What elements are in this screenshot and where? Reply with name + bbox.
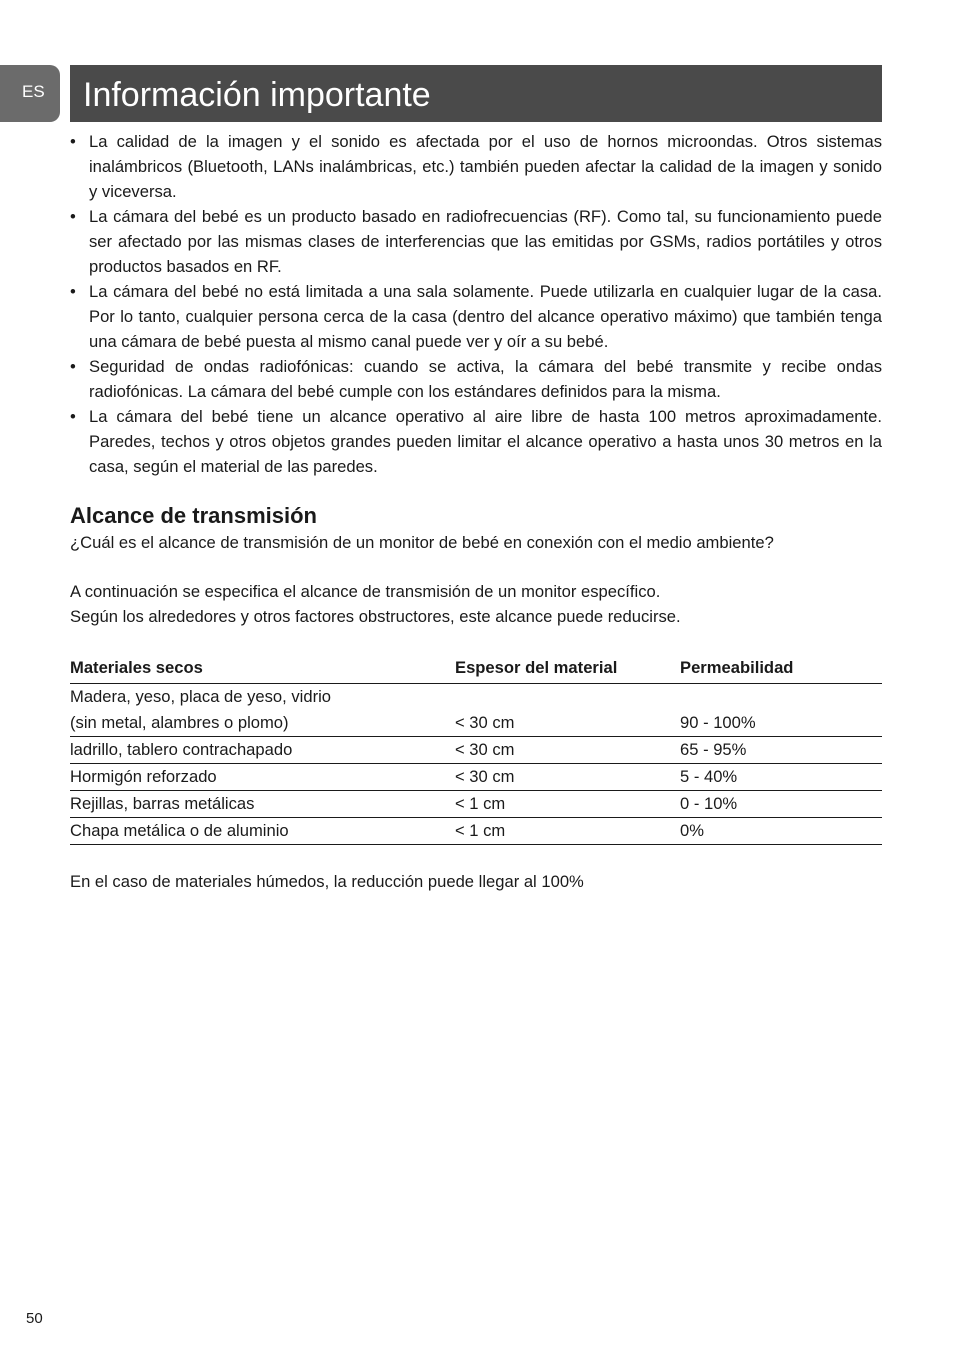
section-question: ¿Cuál es el alcance de transmisión de un monitor de bebé en conexión con el medio ambiente?: [70, 533, 774, 552]
table-header-row: [70, 655, 882, 684]
section-paragraph: Según los alrededores y otros factores obstructores, este alcance puede reducirse.: [70, 607, 681, 626]
table-cell: 0 - 10%: [680, 791, 882, 818]
column-header: Materiales secos: [70, 655, 455, 684]
table-row: [70, 791, 882, 818]
table-cell: < 30 cm: [455, 684, 680, 737]
page-title: Información importante: [83, 76, 431, 114]
table-cell: 0%: [680, 818, 882, 845]
table-cell: < 30 cm: [455, 764, 680, 791]
main-content: [70, 129, 882, 894]
footnote: En el caso de materiales húmedos, la reducción puede llegar al 100%: [70, 872, 584, 891]
table-cell: < 1 cm: [455, 818, 680, 845]
language-tab: [0, 65, 60, 122]
bullet-text: La cámara del bebé no está limitada a una sala solamente. Puede utilizarla en cualquier lugar de la casa. Por lo tanto, cualquier persona cerca de la casa (dentro del alcance operativo máximo) que también tenga una cámara de bebé puesta al mismo canal puede ver y oír a su bebé.: [89, 282, 882, 351]
table-cell: Hormigón reforzado: [70, 764, 455, 791]
table-row: [70, 737, 882, 764]
cell-line: (sin metal, alambres o plomo): [70, 713, 289, 732]
column-header: Permeabilidad: [680, 655, 882, 684]
list-item: [70, 354, 882, 404]
table-cell: ladrillo, tablero contrachapado: [70, 737, 455, 764]
table-cell: Rejillas, barras metálicas: [70, 791, 455, 818]
section-heading: Alcance de transmisión: [70, 503, 317, 528]
table-cell: Chapa metálica o de aluminio: [70, 818, 455, 845]
cell-line: Madera, yeso, placa de yeso, vidrio: [70, 687, 332, 706]
language-code: ES: [22, 82, 45, 101]
bullet-list: [70, 129, 882, 479]
section-paragraph: A continuación se especifica el alcance de transmisión de un monitor específico.: [70, 582, 661, 601]
table-row: [70, 684, 882, 737]
title-bar: [70, 65, 882, 122]
table-cell: 5 - 40%: [680, 764, 882, 791]
table-cell: 90 - 100%: [680, 684, 882, 737]
table-cell: [70, 684, 455, 737]
table-row: [70, 764, 882, 791]
list-item: [70, 204, 882, 279]
bullet-text: La cámara del bebé tiene un alcance operativo al aire libre de hasta 100 metros aproximadamente. Paredes, techos y otros objetos grandes pueden limitar el alcance operativo a hasta unos 30 metros en la casa, según el material de las paredes.: [89, 407, 882, 476]
table-cell: < 30 cm: [455, 737, 680, 764]
bullet-text: La cámara del bebé es un producto basado en radiofrecuencias (RF). Como tal, su funcionamiento puede ser afectado por las mismas clases de interferencias que las emitidas por GSMs, radios portátiles y otros productos basados en RF.: [89, 207, 882, 276]
table-cell: < 1 cm: [455, 791, 680, 818]
materials-table: [70, 655, 882, 845]
bullet-text: La calidad de la imagen y el sonido es afectada por el uso de hornos microondas. Otros sistemas inalámbricos (Bluetooth, LANs inalámbricas, etc.) también pueden afectar la calidad de la imagen y sonido y viceversa.: [89, 132, 882, 201]
table-row: [70, 818, 882, 845]
column-header: Espesor del material: [455, 655, 680, 684]
table-cell: 65 - 95%: [680, 737, 882, 764]
list-item: [70, 129, 882, 204]
bullet-text: Seguridad de ondas radiofónicas: cuando se activa, la cámara del bebé transmite y recibe ondas radiofónicas. La cámara del bebé cumple con los estándares definidos para la misma.: [89, 357, 882, 401]
list-item: [70, 279, 882, 354]
list-item: [70, 404, 882, 479]
page-number: 50: [26, 1310, 43, 1327]
